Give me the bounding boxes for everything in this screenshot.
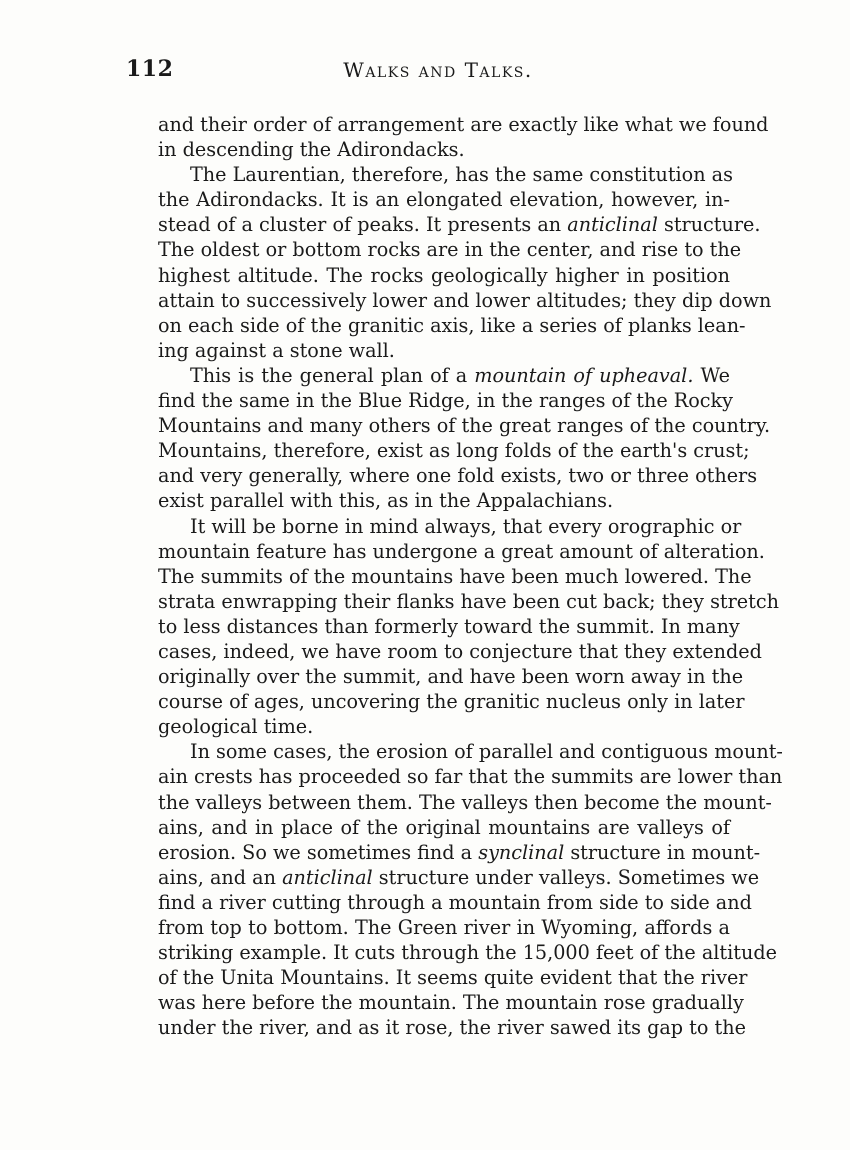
italic-term: anticlinal xyxy=(282,865,373,889)
text-line: of the Unita Mountains. It seems quite evident that the river xyxy=(158,966,748,990)
text-line: exist parallel with this, as in the Appalachians. xyxy=(158,489,614,513)
text-line: cases, indeed, we have room to conjecture that they extended xyxy=(158,639,762,663)
text-line: Mountains and many others of the great ranges of the country. xyxy=(158,414,771,438)
paragraph xyxy=(126,162,772,363)
text-line: and very generally, where one fold exists, two or three others xyxy=(158,464,758,488)
text-line: was here before the mountain. The mountain rose gradually xyxy=(158,991,744,1015)
text-line: find the same in the Blue Ridge, in the ranges of the Rocky xyxy=(158,389,734,413)
text-line: strata enwrapping their flanks have been cut back; they stretch xyxy=(158,589,779,613)
italic-term: mountain of upheaval. xyxy=(474,363,694,387)
text-line: The Laurentian, therefore, has the same constitution as xyxy=(190,163,733,187)
text-line: This is the general plan of a mountain of upheaval. We xyxy=(190,363,730,387)
paragraph xyxy=(126,363,771,514)
text-line: the Adirondacks. It is an elongated elevation, however, in- xyxy=(158,188,730,212)
text-line: course of ages, uncovering the granitic nucleus only in later xyxy=(158,690,745,714)
text-line: attain to successively lower and lower altitudes; they dip down xyxy=(158,288,772,312)
text-line: from top to bottom. The Green river in Wyoming, affords a xyxy=(158,916,730,939)
page-header xyxy=(126,56,730,90)
paragraph xyxy=(126,514,779,740)
paragraph xyxy=(126,739,783,1040)
text-line: mountain feature has undergone a great amount of alteration. xyxy=(158,539,765,563)
paragraph xyxy=(126,112,769,162)
body-text xyxy=(126,112,783,1040)
text-line: in descending the Adirondacks. xyxy=(158,138,465,162)
text-line: highest altitude. The rocks geologically higher in position xyxy=(158,263,730,287)
text-line: ain crests has proceeded so far that the summits are lower than xyxy=(158,765,783,789)
text-line: striking example. It cuts through the 15,000 feet of the altitude xyxy=(158,941,777,965)
text-line: geological time. xyxy=(158,715,314,739)
text-line: erosion. So we sometimes find a synclinal structure in mount- xyxy=(158,840,761,864)
text-line: In some cases, the erosion of parallel and contiguous mount- xyxy=(190,740,783,764)
text-line: ing against a stone wall. xyxy=(158,338,395,362)
text-line: originally over the summit, and have been worn away in the xyxy=(158,665,744,689)
italic-term: anticlinal xyxy=(567,213,658,237)
text-line: Mountains, therefore, exist as long folds of the earth's crust; xyxy=(158,439,750,463)
running-head: Walks and Talks. xyxy=(343,58,533,82)
text-line: the valleys between them. The valleys then become the mount- xyxy=(158,790,772,814)
text-line: It will be borne in mind always, that every orographic or xyxy=(190,514,742,538)
text-line: on each side of the granitic axis, like a series of planks lean- xyxy=(158,313,746,337)
text-line: ains, and in place of the original mountains are valleys of xyxy=(158,815,730,839)
text-line: stead of a cluster of peaks. It presents an anticlinal structure. xyxy=(158,213,761,237)
italic-term: synclinal xyxy=(478,840,565,864)
text-line: to less distances than formerly toward the summit. In many xyxy=(158,614,740,638)
text-line: ains, and an anticlinal structure under valleys. Sometimes we xyxy=(158,865,760,889)
text-line: and their order of arrangement are exactly like what we found xyxy=(158,113,769,136)
text-line: find a river cutting through a mountain from side to side and xyxy=(158,890,752,914)
text-line: The oldest or bottom rocks are in the center, and rise to the xyxy=(158,238,742,262)
text-line: under the river, and as it rose, the river sawed its gap to the xyxy=(158,1016,746,1040)
page-number: 112 xyxy=(126,56,174,82)
text-line: The summits of the mountains have been much lowered. The xyxy=(158,564,752,588)
